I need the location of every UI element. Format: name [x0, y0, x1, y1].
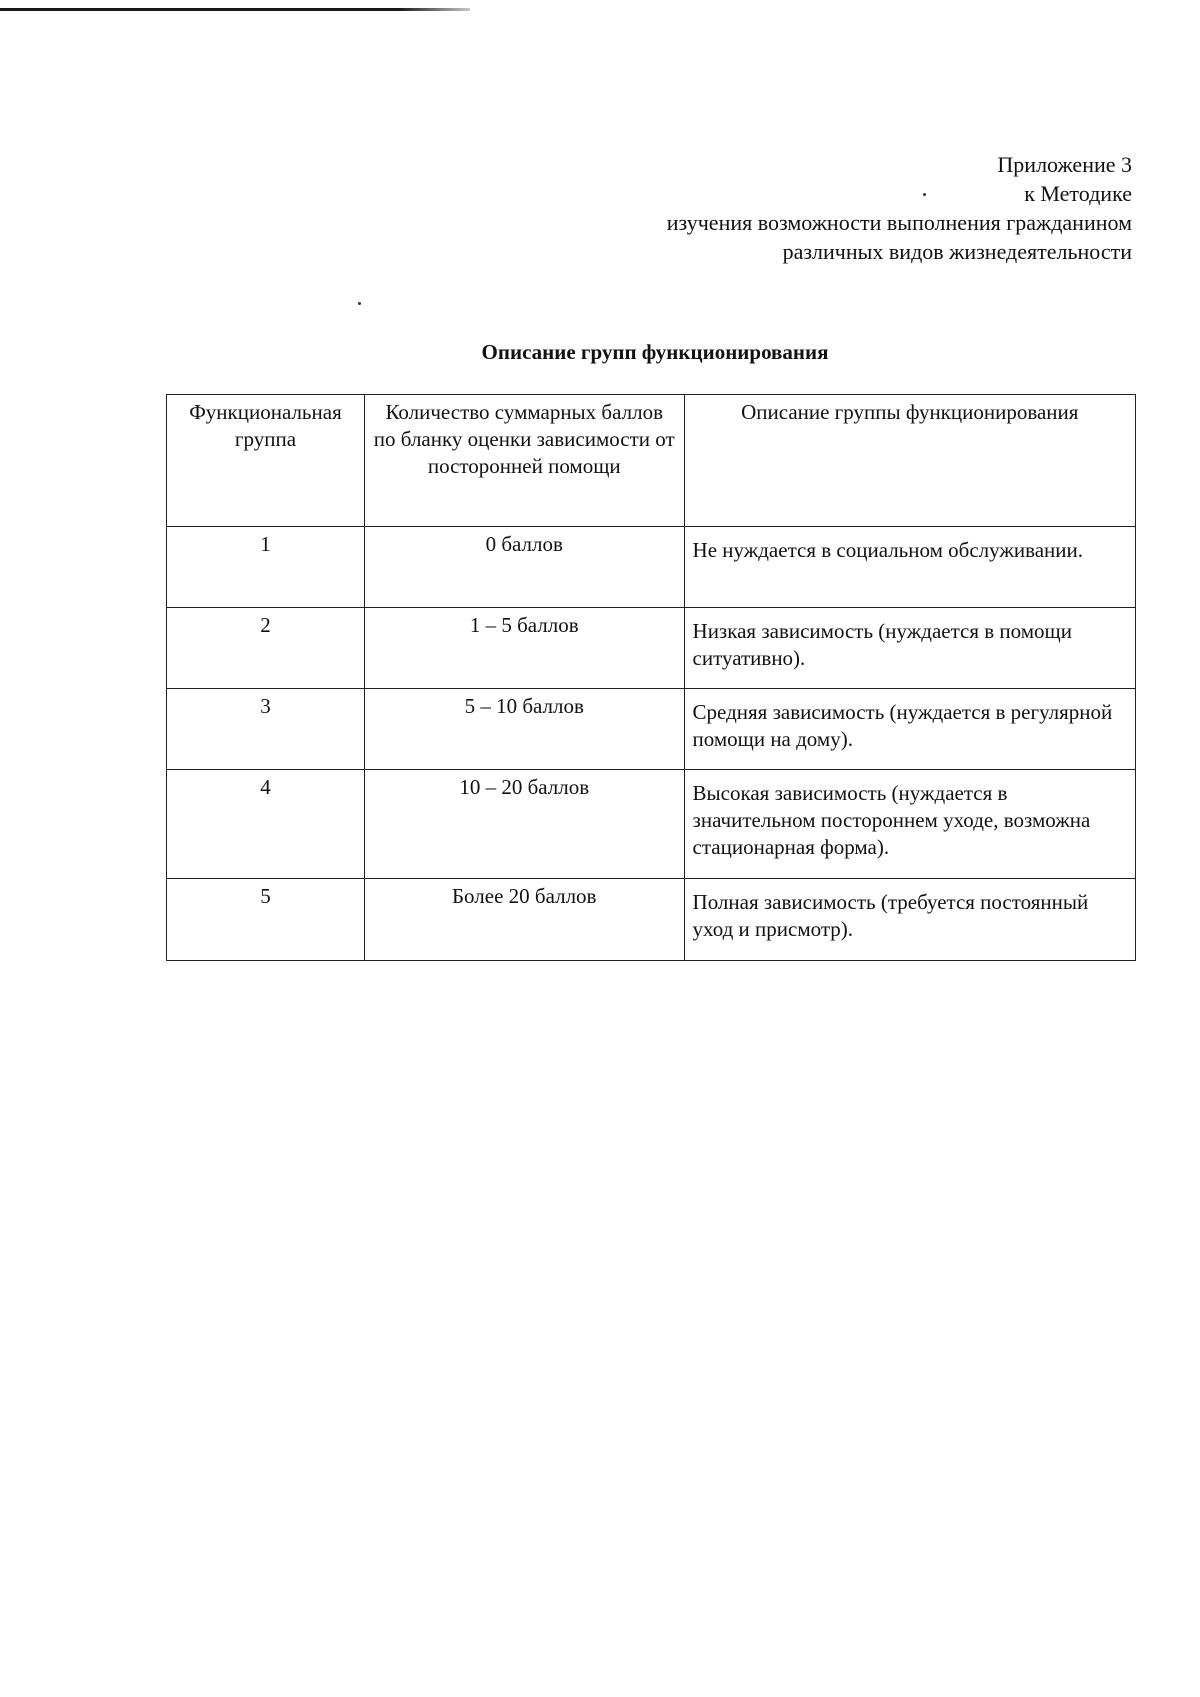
points-range: 1 – 5 баллов: [364, 608, 684, 689]
group-number: 3: [167, 689, 365, 770]
column-header-description: Описание группы функционирования: [684, 395, 1135, 527]
group-number: 4: [167, 770, 365, 879]
column-header-points: Количество суммарных баллов по бланку оценки зависимости от посторонней помощи: [364, 395, 684, 527]
group-number: 1: [167, 527, 365, 608]
group-description: Средняя зависимость (нуждается в регулярной помощи на дому).: [684, 689, 1135, 770]
methodology-title-line2: различных видов жизнедеятельности: [782, 239, 1132, 264]
table-row: [167, 879, 1136, 961]
group-number: 5: [167, 879, 365, 961]
points-range: Более 20 баллов: [364, 879, 684, 961]
table-row: [167, 689, 1136, 770]
group-description: Низкая зависимость (нуждается в помощи ситуативно).: [684, 608, 1135, 689]
appendix-reference: к Методике: [1024, 181, 1132, 206]
group-description: Не нуждается в социальном обслуживании.: [684, 527, 1135, 608]
appendix-header: [667, 150, 1132, 266]
functional-groups-table: [166, 394, 1136, 961]
scan-edge-line: [0, 8, 470, 11]
column-header-group: Функциональная группа: [167, 395, 365, 527]
appendix-number: Приложение 3: [997, 152, 1132, 177]
scan-speck: [358, 302, 361, 305]
table-header-row: [167, 395, 1136, 527]
methodology-title-line1: изучения возможности выполнения гражданином: [666, 210, 1132, 235]
group-number: 2: [167, 608, 365, 689]
document-title: Описание групп функционирования: [481, 340, 829, 364]
points-range: 5 – 10 баллов: [364, 689, 684, 770]
group-description: Высокая зависимость (нуждается в значительном постороннем уходе, возможна стационарная форма).: [684, 770, 1135, 879]
table-row: [167, 770, 1136, 879]
points-range: 10 – 20 баллов: [364, 770, 684, 879]
table-row: [167, 608, 1136, 689]
table-row: [167, 527, 1136, 608]
group-description: Полная зависимость (требуется постоянный уход и присмотр).: [684, 879, 1135, 961]
points-range: 0 баллов: [364, 527, 684, 608]
